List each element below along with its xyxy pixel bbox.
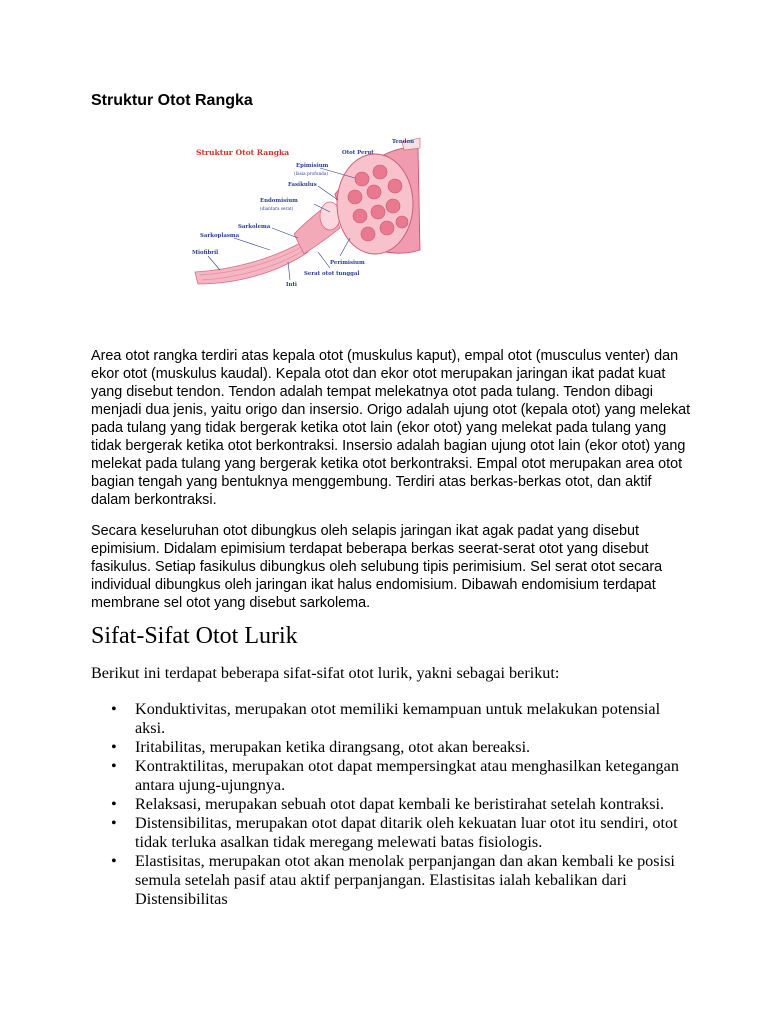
paragraph-area-otot: Area otot rangka terdiri atas kepala otot (muskulus kaput), empal otot (musculus venter) dan ekor otot (muskulus kaudal). Kepala otot dan ekor otot merupakan jaringan ikat padat kuat yang disebut tendon. Tendon adalah tempat melekatnya otot pada tulang. Tendon dibagi menjadi dua jenis, yaitu origo dan insersio. Origo adalah ujung otot (kepala otot) yang melekat pada tulang yang tidak bergerak ketika otot lain (ekor otot) yang melekat pada tulang yang tidak bergerak ketika otot berkontraksi. Insersio adalah bagian ujung otot lain (ekor otot) yang melekat pada tulang yang bergerak ketika otot berkontraksi. Empal otot merupakan area otot bagian tengah yang bentuknya menggembung. Terdiri atas berkas-berkas otot, dan aktif dalam berkontraksi. bbox=[91, 348, 691, 508]
bullet-icon: • bbox=[111, 738, 117, 756]
paragraph-epimisium: Secara keseluruhan otot dibungkus oleh selapis jaringan ikat agak padat yang disebut epimisium. Didalam epimisium terdapat beberapa berkas seerat-serat otot yang disebut fasikulus. Setiap fasikulus dibungkus oleh selubung tipis perimisium. Sel serat otot secara individual dibungkus oleh jaringan ikat halus endomisium. Dibawah endomisium terdapat membrane sel otot yang disebut sarkolema. bbox=[91, 523, 663, 611]
section-heading: Sifat-Sifat Otot Lurik bbox=[91, 623, 298, 649]
label-epimisium: Epimisium bbox=[296, 163, 329, 169]
section-title: Struktur Otot Rangka bbox=[91, 92, 253, 109]
label-perimisium: Perimisium bbox=[330, 260, 365, 266]
section-intro: Berikut ini terdapat beberapa sifat-sifat otot lurik, yakni sebagai berikut: bbox=[91, 664, 560, 682]
label-tendon: Tendon bbox=[392, 139, 415, 145]
list-item-text: Iritabilitas, merupakan ketika dirangsang, otot akan bereaksi. bbox=[135, 738, 531, 756]
list-item-text: Distensibilitas, merupakan otot dapat ditarik oleh kekuatan luar otot itu sendiri, otot tidak terluka asalkan tidak meregang melewati batas fisiologis. bbox=[135, 814, 678, 851]
fascicle-section bbox=[361, 227, 375, 241]
fascicle-section bbox=[386, 199, 400, 213]
fascicle-section bbox=[388, 179, 402, 193]
list-item bbox=[91, 852, 691, 909]
list-item bbox=[91, 738, 691, 757]
bullet-icon: • bbox=[111, 795, 117, 813]
list-item bbox=[91, 814, 691, 852]
list-item bbox=[91, 757, 691, 795]
label-sarkoplasma: Sarkoplasma bbox=[200, 233, 240, 239]
bullet-icon: • bbox=[111, 757, 117, 775]
fascicle-section bbox=[355, 172, 369, 186]
fascicle-section bbox=[371, 205, 385, 219]
list-item bbox=[91, 700, 691, 738]
traits-list bbox=[91, 700, 691, 909]
label-serat-otot-tunggal: Serat otot tunggal bbox=[304, 271, 360, 277]
label-sarkolema: Sarkolema bbox=[238, 224, 271, 230]
fascicle-section bbox=[373, 165, 387, 179]
muscle-structure-figure bbox=[190, 134, 422, 294]
muscle-diagram bbox=[190, 134, 422, 294]
bullet-icon: • bbox=[111, 814, 117, 832]
fascicle-section bbox=[380, 221, 394, 235]
myofibril-tube bbox=[195, 242, 308, 284]
bullet-icon: • bbox=[111, 700, 117, 718]
list-item-text: Elastisitas, merupakan otot akan menolak perpanjangan dan akan kembali ke posisi semula setelah pasif atau aktif perpanjangan. Elastisitas ialah kebalikan dari Distensibilitas bbox=[135, 852, 675, 908]
list-item bbox=[91, 795, 691, 814]
list-item-text: Konduktivitas, merupakan otot memiliki kemampuan untuk melakukan potensial aksi. bbox=[135, 700, 661, 737]
label-otot-perut: Otot Perut bbox=[342, 150, 374, 156]
label-endomisium: Endomisium bbox=[260, 198, 298, 204]
list-item-text: Relaksasi, merupakan sebuah otot dapat kembali ke beristirahat setelah kontraksi. bbox=[135, 795, 665, 813]
bullet-icon: • bbox=[111, 852, 117, 870]
fascicle-section bbox=[396, 216, 408, 228]
fascicle-section bbox=[348, 190, 362, 204]
label-epimisium-sub: (fasia profunda) bbox=[294, 171, 328, 176]
label-inti: Inti bbox=[286, 282, 297, 288]
label-endomisium-sub: (diantara serat) bbox=[260, 206, 294, 211]
label-fasikulus: Fasikulus bbox=[288, 182, 317, 188]
label-miofibril: Miofibril bbox=[192, 250, 219, 256]
list-item-text: Kontraktilitas, merupakan otot dapat mempersingkat atau menghasilkan ketegangan antara ujung-ujungnya. bbox=[135, 757, 679, 794]
fascicle-section bbox=[367, 185, 381, 199]
figure-title: Struktur Otot Rangka bbox=[196, 148, 290, 157]
fascicle-section bbox=[353, 209, 367, 223]
